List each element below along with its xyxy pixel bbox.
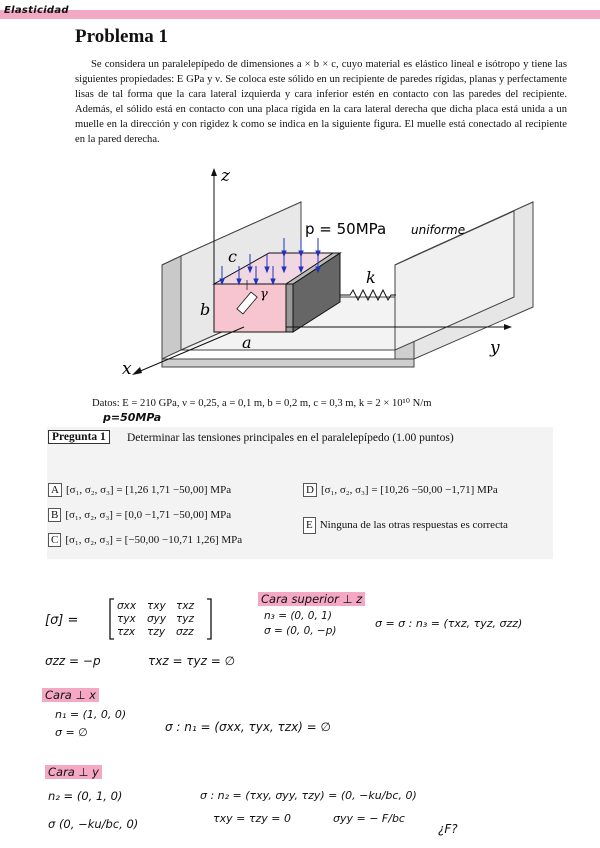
x-axis-label: x — [122, 359, 132, 379]
base-front — [162, 359, 414, 367]
highlight: Cara ⊥ y — [45, 765, 102, 779]
traction-x: σ = ∅ — [55, 726, 88, 739]
relation-superior: σ = σ : n₃ = (τxz, τyz, σzz) — [375, 617, 523, 630]
option-text: [σ₁, σ₂, σ₃] = [0,0 −1,71 −50,00] MPa — [65, 509, 232, 521]
block-front — [214, 284, 286, 332]
matrix-r3c3: σzz — [176, 626, 194, 638]
matrix-r3c2: τzy — [147, 626, 166, 638]
dimension-a-label: a — [242, 333, 252, 352]
tensor-symbol: [σ] = — [45, 613, 79, 628]
normal-n1: n₁ = (1, 0, 0) — [55, 708, 127, 721]
normal-n2: n₂ = (0, 1, 0) — [48, 789, 123, 803]
option-text: Ninguna de las otras respuestas es correcta — [319, 519, 508, 531]
option-text: [σ₁, σ₂, σ₃] = [−50,00 −10,71 1,26] MPa — [65, 534, 243, 546]
rigid-plate-front — [286, 284, 293, 332]
load-label: p = 50MPa — [305, 220, 387, 238]
y-axis-label: y — [490, 338, 500, 358]
relation-x: σ : n₁ = (σxx, τyx, τzx) = ∅ — [165, 720, 331, 734]
option-letter: C — [48, 533, 61, 547]
highlight: Cara superior ⊥ z — [258, 592, 365, 606]
normal-n3: n₃ = (0, 0, 1) — [264, 610, 332, 622]
traction-superior: σ = (0, 0, −p) — [264, 625, 337, 637]
problem-title: Problema 1 — [75, 26, 169, 47]
heading-cara-y — [45, 765, 102, 779]
x-axis-arrow — [132, 367, 142, 375]
question-text: Determinar las tensiones principales en el paralelepípedo (1.00 puntos) — [127, 432, 454, 444]
option-letter: B — [48, 508, 61, 522]
traction-y: σ (0, −ku/bc, 0) — [48, 817, 139, 831]
matrix-r2c2: σyy — [147, 613, 167, 625]
matrix-r3c1: τzx — [117, 626, 136, 638]
option-text: [σ₁, σ₂, σ₃] = [10,26 −50,00 −1,71] MPa — [320, 484, 498, 496]
dimension-b-label: b — [200, 300, 211, 319]
problem-statement: Se considera un paralelepípedo de dimensiones a × b × c, cuyo material es elástico lineal e isótropo y tiene las siguientes propiedades: E GPa y ν. Se coloca este sólido en un recipiente de paredes rígidas, planas y perfectamente lisas de tal forma que la cara lateral izquierda y cara inferior estén en contacto con las paredes del recipiente. Además, el sólido está en contacto con una placa rígida en la cara lateral derecha que dicha placa está unida a un muelle en la dirección y con rigidez k como se indica en la siguiente figura. El muelle está conectado al recipiente en la pared derecha. — [75, 59, 567, 145]
force-question: ¿F? — [438, 822, 458, 836]
dimension-c-label: c — [228, 247, 237, 266]
option-text: [σ₁, σ₂, σ₃] = [1,26 1,71 −50,00] MPa — [65, 484, 232, 496]
matrix-r1c3: τxz — [176, 600, 195, 612]
section-header-bar — [0, 10, 600, 19]
option-a[interactable] — [48, 483, 231, 497]
option-letter: D — [303, 483, 317, 497]
option-d[interactable] — [303, 483, 498, 497]
sigma-yy: σyy = − F/bc — [333, 812, 405, 825]
matrix-r2c3: τyz — [176, 613, 195, 625]
z-axis-label: z — [221, 166, 230, 186]
matrix-r1c1: σxx — [117, 600, 137, 612]
handwritten-pressure-note: p=50MPa — [103, 411, 162, 424]
handwritten-uniforme-note: uniforme — [411, 223, 466, 237]
given-data: Datos: E = 210 GPa, ν = 0,25, a = 0,1 m, b = 0,2 m, c = 0,3 m, k = 2 × 10¹⁰ N/m — [92, 398, 432, 409]
y-axis-arrow — [504, 324, 512, 330]
section-label: Elasticidad — [4, 5, 69, 16]
container-figure — [100, 162, 540, 394]
gamma-label: γ — [260, 287, 268, 302]
heading-cara-superior — [258, 592, 365, 606]
z-axis-arrow — [211, 168, 217, 176]
highlight: Cara ⊥ x — [42, 688, 99, 702]
option-b[interactable] — [48, 508, 231, 522]
tau-xy-zero: τxy = τzy = 0 — [213, 812, 291, 825]
option-letter: A — [48, 483, 62, 497]
option-letter: E — [303, 517, 316, 534]
matrix-r2c1: τyx — [117, 613, 136, 625]
sigma-zz-line: σzz = −p — [45, 654, 101, 668]
question-label: Pregunta 1 — [48, 430, 110, 444]
option-e[interactable] — [303, 517, 553, 534]
matrix-r1c2: τxy — [147, 600, 166, 612]
spring-k-label: k — [366, 268, 376, 287]
tau-zero-line: τxz = τyz = ∅ — [148, 654, 236, 668]
left-wall-face — [162, 256, 181, 359]
option-c[interactable] — [48, 533, 242, 547]
relation-y: σ : n₂ = (τxy, σyy, τzy) = (0, −ku/bc, 0) — [200, 789, 417, 802]
heading-cara-x — [42, 688, 99, 702]
